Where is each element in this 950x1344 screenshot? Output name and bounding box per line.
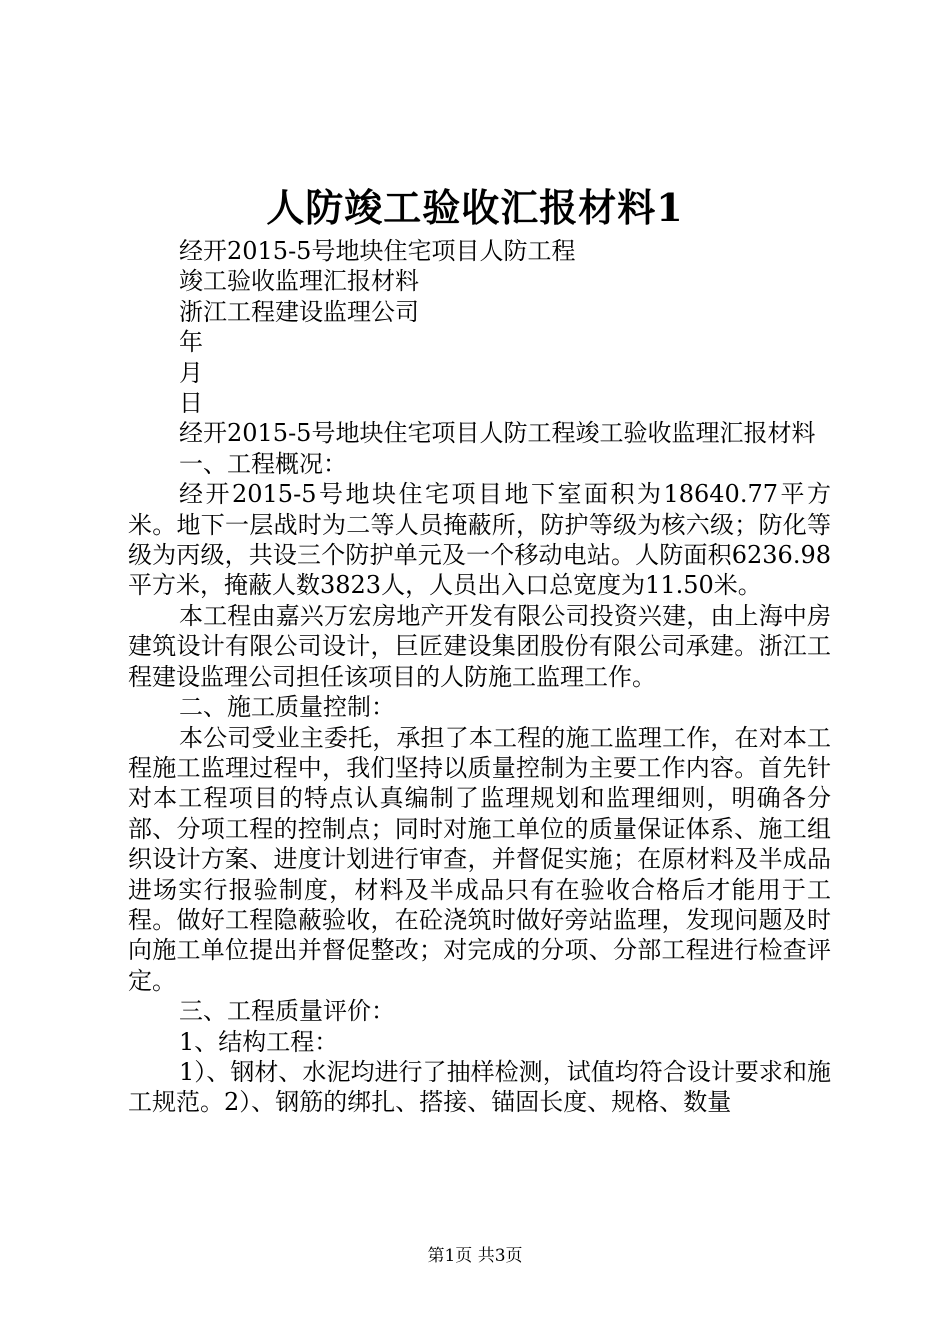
section-1-heading: 一、工程概况：	[179, 449, 347, 478]
section-2-heading: 二、施工质量控制：	[179, 693, 395, 722]
page-footer: 第1页 共3页	[427, 1246, 523, 1266]
cover-month: 月	[179, 358, 203, 387]
section-1-paragraph-2: 本工程由嘉兴万宏房地产开发有限公司投资兴建，由上海中房建筑设计有限公司设计，巨匠建设集团股份有限公司承建。浙江工程建设监理公司担任该项目的人防施工监理工作。	[128, 601, 831, 691]
section-3-paragraph-1: 1）、钢材、水泥均进行了抽样检测，试值均符合设计要求和施工规范。2）、钢筋的绑扎、搭接、锚固长度、规格、数量	[128, 1057, 831, 1117]
cover-line-1: 经开2015-5号地块住宅项目人防工程	[179, 237, 576, 265]
section-3-subheading-1: 1、结构工程：	[179, 1027, 339, 1056]
cover-company: 浙江工程建设监理公司	[179, 297, 419, 326]
document-body	[128, 236, 831, 1118]
document-title: 人防竣工验收汇报材料1	[266, 185, 684, 230]
section-2-paragraph-1: 本公司受业主委托，承担了本工程的施工监理工作，在对本工程施工监理过程中，我们坚持以质量控制为主要工作内容。首先针对本工程项目的特点认真编制了监理规划和监理细则，明确各分部、分项工程的控制点；同时对施工单位的质量保证体系、施工组织设计方案、进度计划进行审查，并督促实施；在原材料及半成品进场实行报验制度，材料及半成品只有在验收合格后才能用于工程。做好工程隐蔽验收，在砼浇筑时做好旁站监理，发现问题及时向施工单位提出并督促整改；对完成的分项、分部工程进行检查评定。	[128, 723, 831, 995]
cover-day: 日	[179, 389, 203, 418]
section-1-paragraph-1: 经开2015-5号地块住宅项目地下室面积为18640.77平方米。地下一层战时为二等人员掩蔽所，防护等级为核六级；防化等级为丙级，共设三个防护单元及一个移动电站。人防面积6236.98平方米，掩蔽人数3823人，人员出入口总宽度为11.50米。	[128, 480, 831, 600]
cover-line-2: 竣工验收监理汇报材料	[179, 267, 419, 296]
cover-year: 年	[179, 328, 203, 357]
report-title: 经开2015-5号地块住宅项目人防工程竣工验收监理汇报材料	[179, 419, 816, 448]
section-3-heading: 三、工程质量评价：	[179, 997, 395, 1026]
